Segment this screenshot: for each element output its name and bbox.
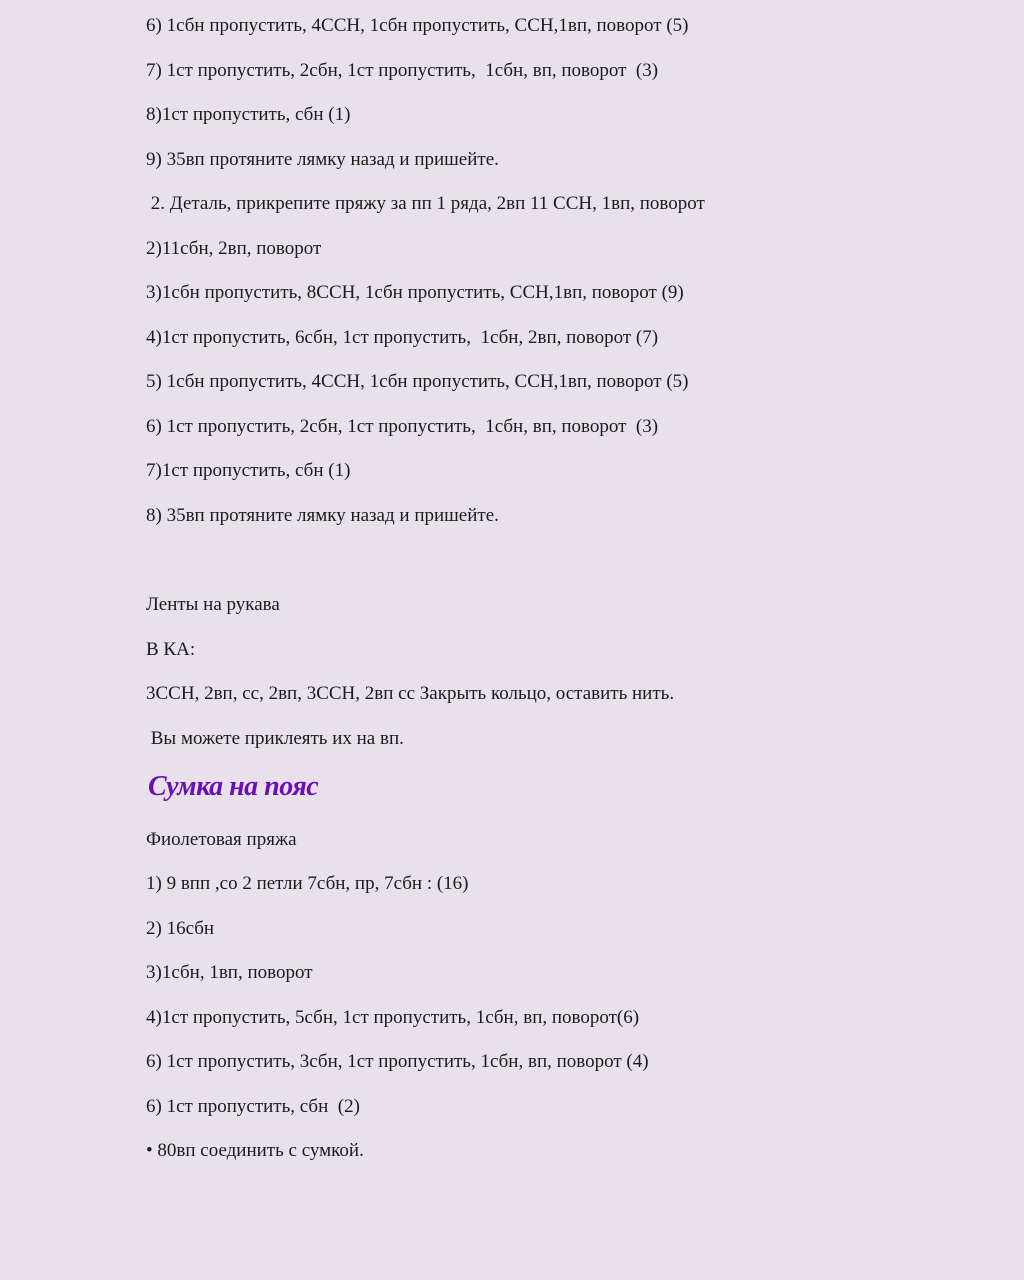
text-line: В КА: (146, 639, 196, 660)
text-line: 1) 9 впп ,со 2 петли 7сбн, пр, 7сбн : (16) (146, 873, 469, 894)
text-line: 7)1ст пропустить, сбн (1) (146, 460, 351, 481)
text-line: 2. Деталь, прикрепите пряжу за пп 1 ряда, 2вп 11 ССН, 1вп, поворот (146, 193, 705, 214)
text-line: Фиолетовая пряжа (146, 829, 297, 850)
text-line: 7) 1ст пропустить, 2сбн, 1ст пропустить, 1сбн, вп, поворот (3) (146, 60, 659, 81)
text-line: 4)1ст пропустить, 5сбн, 1ст пропустить, 1сбн, вп, поворот(6) (146, 1007, 640, 1028)
text-line: 3)1сбн, 1вп, поворот (146, 962, 313, 983)
text-line: 5) 1сбн пропустить, 4ССН, 1сбн пропустить, ССН,1вп, поворот (5) (146, 371, 689, 392)
text-line: 2) 16сбн (146, 918, 215, 939)
text-line: 6) 1ст пропустить, сбн (2) (146, 1096, 360, 1117)
text-line: • 80вп соединить с сумкой. (146, 1140, 364, 1161)
text-line: 4)1ст пропустить, 6сбн, 1ст пропустить, 1сбн, 2вп, поворот (7) (146, 327, 659, 348)
text-line: 3)1сбн пропустить, 8ССН, 1сбн пропустить, ССН,1вп, поворот (9) (146, 282, 684, 303)
page-heading: Сумка на пояс (148, 771, 319, 802)
text-line: 6) 1ст пропустить, 2сбн, 1ст пропустить, 1сбн, вп, поворот (3) (146, 416, 659, 437)
text-line: 6) 1сбн пропустить, 4ССН, 1сбн пропустить, ССН,1вп, поворот (5) (146, 15, 689, 36)
section-title: Ленты на рукава (146, 594, 280, 615)
text-line: 3ССН, 2вп, сс, 2вп, 3ССН, 2вп сс Закрыть кольцо, оставить нить. (146, 683, 675, 704)
text-line: 8) 35вп протяните лямку назад и пришейте. (146, 505, 499, 526)
text-line: Вы можете приклеять их на вп. (146, 728, 404, 749)
text-line: 2)11сбн, 2вп, поворот (146, 238, 322, 259)
text-line: 9) 35вп протяните лямку назад и пришейте. (146, 149, 499, 170)
text-line: 6) 1ст пропустить, 3сбн, 1ст пропустить, 1сбн, вп, поворот (4) (146, 1051, 649, 1072)
text-line: 8)1ст пропустить, сбн (1) (146, 104, 351, 125)
